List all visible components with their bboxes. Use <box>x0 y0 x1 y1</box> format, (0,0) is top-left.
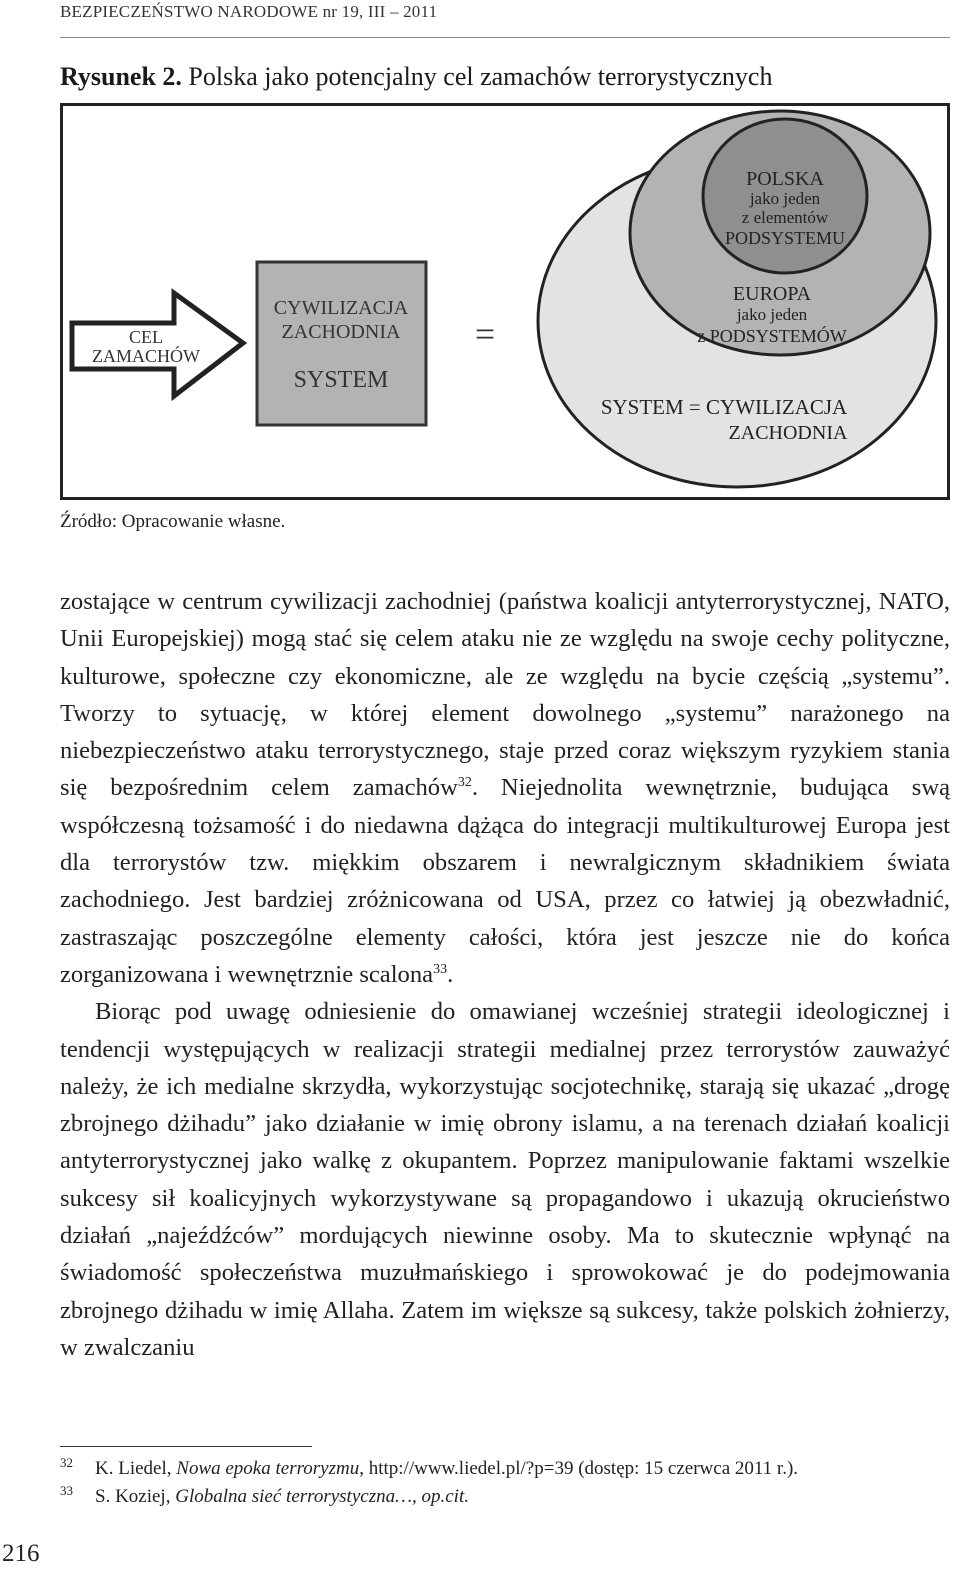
system-box <box>257 262 426 425</box>
system-box-line3: SYSTEM <box>293 367 389 393</box>
paragraph-1 <box>60 583 950 993</box>
body-text <box>60 583 950 1366</box>
footnote-number: 33 <box>60 1483 73 1498</box>
paragraph-1-part1: zostające w centrum cywilizacji zachodniej (państwa koalicji antyterrorystycznej, NATO, Unii Europejskiej) mogą stać się celem ataku nie ze względu na swoje cechy polityczne, kulturowe, społeczne czy ekonomiczne, ale ze względu na bycie częścią „systemu”. Tworzy to sytuację, w której element dowolnego „systemu” narażonego na niebezpieczeństwo ataku terrorystycznego, staje przed coraz większym ryzykiem stania się bezpośrednim celem zamachów <box>60 588 950 802</box>
figure-caption: Polska jako potencjalny cel zamachów terrorystycznych <box>188 62 773 91</box>
arrow-label-line1: CEL <box>129 327 163 347</box>
figure-label: Rysunek 2. <box>60 62 182 91</box>
footnote-link[interactable]: , http://www.liedel.pl/?p=39 (dostęp: 15 czerwca 2011 r.). <box>359 1458 799 1479</box>
running-header <box>60 0 950 38</box>
figure-diagram <box>60 103 950 500</box>
europe-line2: jako jeden <box>736 305 808 324</box>
footnote-author: K. Liedel, <box>95 1458 177 1479</box>
system-box-line1: CYWILIZACJA <box>273 297 409 319</box>
arrow-label-line2: ZAMACHÓW <box>92 346 200 366</box>
footnote-ref-32[interactable]: 32 <box>457 775 472 791</box>
system-circle-line2: ZACHODNIA <box>728 422 848 444</box>
footnote-ref-33[interactable]: 33 <box>433 961 448 977</box>
figure-title <box>60 62 772 92</box>
europe-line3: z PODSYSTEMÓW <box>697 326 847 346</box>
footnote-text <box>95 1458 798 1480</box>
europe-line1: EUROPA <box>732 283 812 305</box>
footnote-separator <box>60 1446 312 1447</box>
footnote-title: Nowa epoka terroryzmu <box>176 1458 360 1479</box>
figure-source: Źródło: Opracowanie własne. <box>60 511 286 532</box>
footnote-author: S. Koziej, <box>95 1486 176 1507</box>
footnote-text <box>95 1486 469 1508</box>
page-number: 216 <box>2 1540 40 1567</box>
footnote-title: Globalna sieć terrorystyczna…, op.cit. <box>175 1486 469 1507</box>
paragraph-2: Biorąc pod uwagę odniesienie do omawianej wcześniej strategii ideologicznej i tendencji występujących w realizacji strategii medialnej przez terrorystów zauważyć należy, że ich medialne skrzydła, wykorzystując socjotechnikę, starają się ukazać „drogę zbrojnego dżihadu” jako działanie w imię obrony islamu, a na terenach działań koalicji antyterrorystycznej jako walkę z okupantem. Poprzez manipulowanie faktami wszelkie sukcesy sił koalicyjnych wykorzystywane są propagandowo i ukazują okrucieństwo działań „najeźdźców” mordujących niewinne osoby. Ma to skutecznie wpłynąć na świadomość społeczeństwa muzułmańskiego i sprowokować je do podejmowania zbrojnego dżihadu w imię Allaha. Zatem im większe są sukcesy, także polskich żołnierzy, w zwalczaniu <box>60 998 950 1361</box>
paragraph-1-end: . <box>447 960 454 988</box>
running-title: BEZPIECZEŃSTWO NARODOWE nr 19, III – 2011 <box>60 2 438 21</box>
poland-line4: PODSYSTEMU <box>724 228 846 248</box>
poland-line1: POLSKA <box>746 168 824 190</box>
equals-sign: = <box>474 314 496 354</box>
system-circle-line1: SYSTEM = CYWILIZACJA <box>600 395 848 419</box>
footnote-number: 32 <box>60 1455 73 1470</box>
system-box-line2: ZACHODNIA <box>281 321 401 343</box>
paragraph-1-part2: . Niejednolita wewnętrznie, budująca swą współczesną tożsamość i do niedawna dążąca do integracji multikulturowej Europa jest dla terrorystów tzw. miękkim obszarem i newralgicznym składnikiem świata zachodniego. Jest bardziej zróżnicowana od USA, przez co łatwiej ją obezwładnić, zastraszając poszczególne elementy całości, która jest jeszcze nie do końca zorganizowana i wewnętrznie scalona <box>60 774 950 988</box>
poland-line2: jako jeden <box>749 189 821 208</box>
poland-line3: z elementów <box>741 208 829 227</box>
